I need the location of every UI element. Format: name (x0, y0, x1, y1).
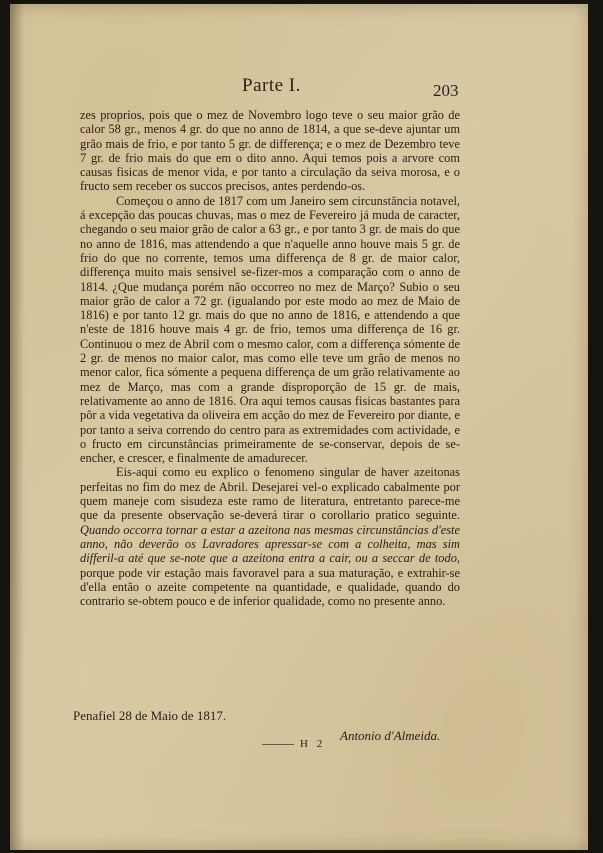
conclusion-italic-advice: Quando occorra tornar a estar a azeitona nas mesmas circunstâncias d'este anno, não deverão os Lavradores apressar-se com a colheita, mas sim differil-a até que se-note que a azeitona entra a cair, ou a seccar de todo (80, 522, 460, 566)
paragraph-conclusion (80, 465, 460, 608)
running-head: Parte I. (242, 75, 301, 96)
paragraph-1817: Começou o anno de 1817 com um Janeiro sem circunstância notavel, á excepção das poucas chuvas, mas o mez de Fevereiro já muda de caracter, chegando o seu maior grão de calor a 63 gr., e por tanto 3 gr. de mais do que no anno de 1816, mas attendendo a que n'aquelle anno houve mais 5 gr. de frio do que no corrente, temos uma differença de 8 gr. de maior calor, differença muito mais sensivel se-fizer-mos a comparação com o anno de 1814. ¿Que mudança porém não occorreo no mez de Março? Subio o seu maior grão de calor a 72 gr. (igualando por este modo ao mez de Maio de 1816) e por tanto 12 gr. mais do que no anno de 1816, e attendendo a que n'este de 1816 houve mais 4 gr. de frio, temos uma differença de 16 gr. Continuou o mez de Abril com o mesmo calor, com a differença sómente de 2 gr. de menos no maior calor, mas como elle teve um grão de menos no menor calor, fica sómente a pequena differença de um grão relativamente ao mez de Março, mas com a grande disproporção de 15 gr. de mais, relativamente ao anno de 1816. Ora aqui temos causas fisicas bastantes para pôr a vida vegetativa da oliveira em acção do mez de Fevereiro por diante, e por tanto a seiva correndo do centro para as extremidades com actividade, e o fructo em circunstâncias primeiramente de se-conservar, depois de se-encher, e crescer, e finalmente de amadurecer. (80, 193, 460, 466)
printer-signature-mark (0, 738, 603, 752)
conclusion-text-end: , porque pode vir estação mais favoravel para a sua maturação, e extrahir-se d'ella então o azeite competente na quantidade, e qualidade, quando do contrario se-obtem pouco e de inferior qualidade, como no presente anno. (80, 551, 460, 609)
page-header (0, 75, 603, 101)
footer-rule (262, 744, 294, 745)
body-text (80, 108, 460, 608)
conclusion-text-start: Eis-aqui como eu explico o fenomeno singular de haver azeitonas perfeitas no fim do mez de Abril. Desejarei vel-o explicado cabalmente por quem maneje com sisudeza este ramo de literatura, entretanto parece-me que da presente observação se-deverá tirar o corollario pratico seguinte. (80, 465, 460, 523)
paragraph-continuation: zes proprios, pois que o mez de Novembro logo teve o seu maior grão de calor 58 gr., menos 4 gr. do que no anno de 1814, a que se-deve ajuntar um grão mais de frio, e por tanto 5 gr. de differença; e o mez de Dezembro teve 7 gr. de frio mais do que em o dito anno. Aqui temos pois a arvore com causas fisicas de menor vida, e por tanto a circulação da seiva morosa, e o fructo sem receber os succos precisos, antes perdendo-os. (80, 108, 460, 194)
page-number: 203 (433, 81, 459, 100)
signature-mark-text: H 2 (300, 738, 326, 750)
author-signature: Antonio d'Almeida. (340, 728, 441, 743)
place-and-date: Penafiel 28 de Maio de 1817. (73, 708, 227, 723)
